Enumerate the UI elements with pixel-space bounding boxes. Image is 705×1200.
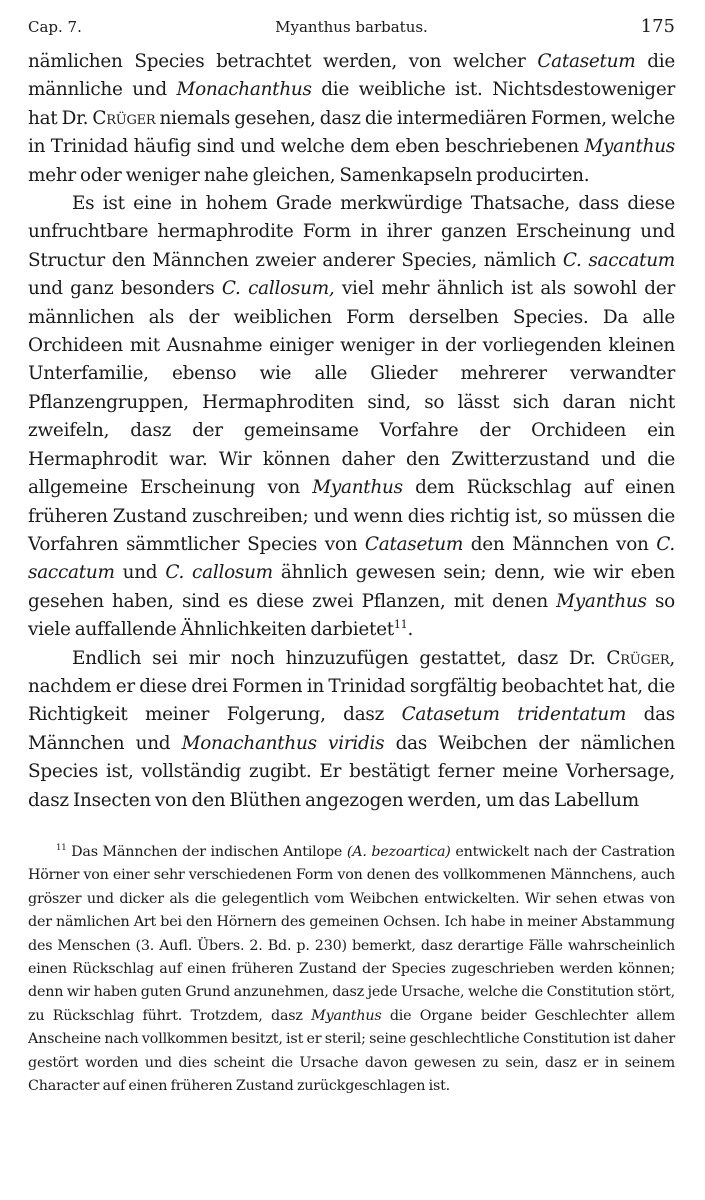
- paragraph-3: [28, 645, 675, 815]
- fn-text-1: Das Männchen der indischen Antilope: [66, 843, 347, 860]
- p1-italic-myanthus: Myanthus: [584, 136, 675, 158]
- paragraph-2: [28, 190, 675, 645]
- p2-text-4: dem Rückschlag auf einen früheren Zustand zuschreiben; und wenn dies richtig ist, so müssen die Vorfahren sämmtlicher Species von: [28, 477, 675, 555]
- p2-text-7: ähnlich gewesen sein; denn, wie wir eben gesehen haben, sind es diese zwei Pflanzen, mit denen: [28, 562, 675, 612]
- p1-italic-monachanthus: Monachanthus: [176, 79, 312, 101]
- p2-text-5: den Männchen von: [463, 533, 657, 555]
- p2-italic-4: Catasetum: [364, 533, 464, 555]
- p2-italic-3: Myanthus: [312, 477, 403, 499]
- p2-text-6: und: [114, 562, 166, 584]
- p3-author-cruger: Crüger: [606, 647, 670, 669]
- p1-text-1: nämlichen Species betrachtet werden, von welcher: [28, 51, 538, 72]
- p3-italic-1: Catasetum tridentatum: [401, 704, 627, 726]
- p2-italic-2: C. callosum,: [221, 278, 335, 300]
- running-header: [28, 14, 675, 48]
- p1-text-3: die weibliche ist. Nichtsdestoweniger hat Dr.: [28, 79, 675, 129]
- p2-text-8: so viele auffallende Ähnlichkeiten darbietet: [28, 590, 675, 641]
- p2-italic-7: Myanthus: [556, 590, 647, 612]
- fn-italic-1: (A. bezoartica): [346, 843, 451, 860]
- p1-italic-catasetum: Catasetum: [537, 51, 636, 72]
- fn-text-3: die Organe beider Geschlechter allem Anscheine nach vollkommen besitzt, ist er steril; seine geschlechtliche Constitution ist daher gestört worden und dies scheint die Ursache davon gewesen zu sein, dasz er in seinem Character auf einen früheren Zustand zurückgeschlagen ist.: [28, 1007, 675, 1095]
- footnote-reference[interactable]: 11: [393, 618, 408, 631]
- p2-text-9: .: [407, 619, 414, 641]
- paragraph-1: [28, 48, 675, 190]
- book-page: [28, 14, 675, 1098]
- p2-text-1: Es ist eine in hohem Grade merkwürdige Thatsache, dass diese unfruchtbare hermaphrodite Form in ihrer ganzen Erscheinung und Structur den Männchen zweier anderer Species, nämlich: [28, 193, 675, 271]
- p1-author-cruger: Crüger: [92, 107, 156, 129]
- p2-italic-1: C. saccatum: [562, 249, 675, 271]
- p3-text-1: Endlich sei mir noch hinzuzufügen gestattet, dasz Dr.: [72, 647, 607, 669]
- p1-text-4: niemals gesehen, dasz die intermediären Formen, welche in Trinidad häufig sind und welche dem eben beschriebenen: [28, 107, 675, 158]
- footnote: [28, 841, 675, 1098]
- p3-text-3: das Männchen und: [28, 704, 675, 754]
- p2-text-2: und ganz besonders: [28, 278, 222, 300]
- fn-italic-2: Myanthus: [311, 1007, 382, 1024]
- p3-italic-2: Monachanthus viridis: [181, 732, 385, 754]
- p3-text-4: das Weibchen der nämlichen Species ist, vollständig zugibt. Er bestätigt ferner meine Vorhersage, dasz Insecten von den Blüthen angezogen werden, um das Labellum: [28, 732, 675, 811]
- p2-text-3: viel mehr ähnlich ist als sowohl der männlichen als der weiblichen Form derselben Species. Da alle Orchideen mit Ausnahme einiger weniger in der vorliegenden kleinen Unterfamilie, ebenso wie alle Glieder mehrerer verwandter Pflanzengruppen, Hermaphroditen sind, so lässt sich daran nicht zweifeln, dasz der gemeinsame Vorfahre der Orchideen ein Hermaphrodit war. Wir können daher den Zwitterzustand und die allgemeine Erscheinung von: [28, 278, 675, 499]
- p1-text-2: die männliche und: [28, 51, 675, 101]
- p3-text-2: , nachdem er diese drei Formen in Trinidad sorgfältig beobachtet hat, die Richtigkeit meiner Folgerung, dasz: [28, 647, 675, 726]
- footnote-paragraph: [28, 841, 675, 1098]
- body-text: [28, 48, 675, 815]
- p2-italic-6: C. callosum: [165, 562, 273, 584]
- running-title: Myanthus barbatus.: [275, 18, 428, 36]
- chapter-label: Cap. 7.: [28, 18, 82, 36]
- page-number: 175: [640, 16, 675, 37]
- p2-italic-5: C. saccatum: [28, 533, 675, 584]
- fn-text-2: entwickelt nach der Castration Hörner von einer sehr verschiedenen Form von denen des vollkommenen Männchens, auch gröszer und dicker als die gelegentlich vom Weibchen entwickelten. Wir sehen etwas von der nämlichen Art bei den Hörnern des gemeinen Ochsen. Ich habe in meiner Abstammung des Menschen (3. Aufl. Übers. 2. Bd. p. 230) bemerkt, dasz derartige Fälle wahrscheinlich einen Rückschlag auf einen früheren Zustand der Species zugeschrieben werden können; denn wir haben guten Grund anzunehmen, dasz jede Ursache, welche die Constitution stört, zu Rückschlag führt. Trotzdem, dasz: [28, 843, 676, 1024]
- p1-text-5: mehr oder weniger nahe gleichen, Samenkapseln producirten.: [28, 164, 590, 186]
- footnote-marker: 11: [56, 843, 67, 854]
